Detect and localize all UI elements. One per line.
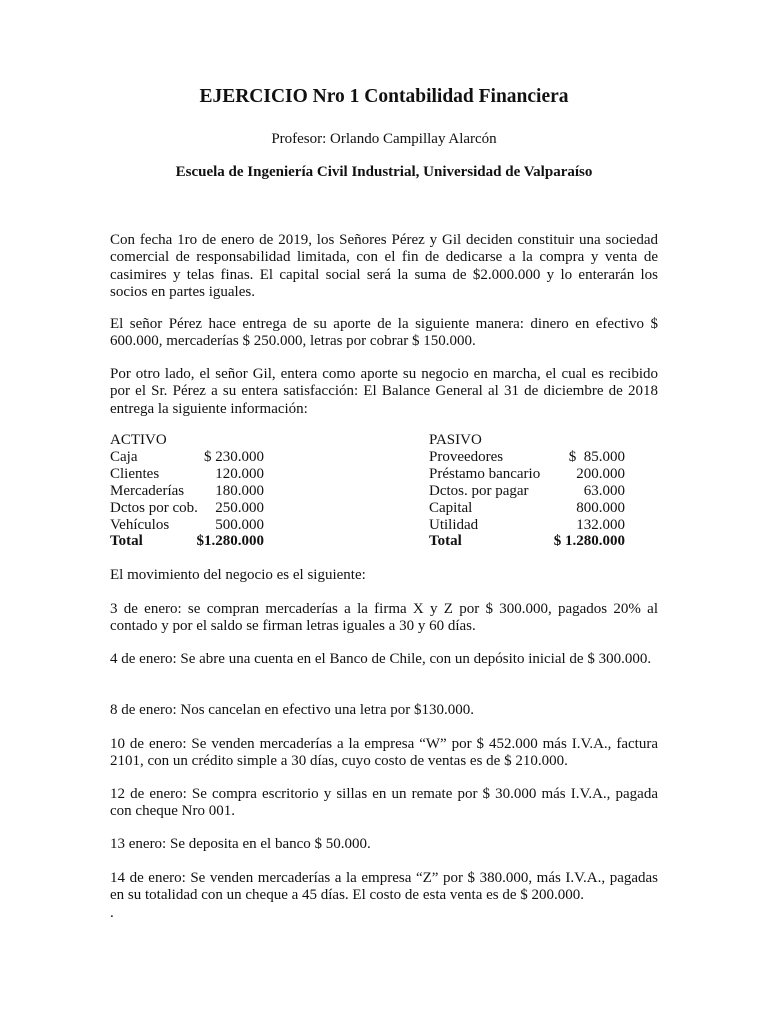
intro-paragraph-3: Por otro lado, el señor Gil, entera como aporte su negocio en marcha, el cual es recibido por el Sr. Pérez a su entera satisfacción: El Balance General al 31 de diciembre de 2018 entrega la siguiente información: bbox=[110, 366, 658, 417]
document-title: EJERCICIO Nro 1 Contabilidad Financiera bbox=[199, 86, 569, 107]
activo-header: ACTIVO bbox=[110, 432, 167, 448]
activo-label: Vehículos bbox=[110, 516, 170, 533]
pasivo-row bbox=[429, 500, 625, 517]
activo-value: 500.000 bbox=[215, 516, 264, 533]
movement-jan-14: 14 de enero: Se venden mercaderías a la empresa “Z” por $ 380.000, más I.V.A., pagadas en su totalidad con un cheque a 45 días. El costo de esta venta es de $ 200.000. bbox=[110, 870, 658, 904]
pasivo-label: Dctos. por pagar bbox=[429, 482, 529, 499]
pasivo-value: $ 85.000 bbox=[568, 448, 625, 465]
pasivo-row bbox=[429, 483, 625, 500]
pasivo-label: Capital bbox=[429, 499, 473, 516]
activo-row bbox=[110, 500, 264, 517]
intro-paragraph-2: El señor Pérez hace entrega de su aporte de la siguiente manera: dinero en efectivo $ 600.000, mercaderías $ 250.000, letras por cobrar $ 150.000. bbox=[110, 316, 658, 350]
activo-row bbox=[110, 449, 264, 466]
activo-value: $ 230.000 bbox=[204, 448, 264, 465]
activo-value: 120.000 bbox=[215, 465, 264, 482]
activo-row bbox=[110, 517, 264, 534]
movement-jan-12: 12 de enero: Se compra escritorio y sillas en un remate por $ 30.000 más I.V.A., pagada con cheque Nro 001. bbox=[110, 786, 658, 820]
pasivo-total-value: $ 1.280.000 bbox=[553, 533, 625, 550]
movement-jan-4: 4 de enero: Se abre una cuenta en el Banco de Chile, con un depósito inicial de $ 300.000. bbox=[110, 651, 652, 667]
movement-jan-8: 8 de enero: Nos cancelan en efectivo una letra por $130.000. bbox=[110, 702, 475, 718]
activo-row bbox=[110, 483, 264, 500]
activo-row bbox=[110, 466, 264, 483]
pasivo-value: 200.000 bbox=[576, 465, 625, 482]
activo-label: Clientes bbox=[110, 465, 160, 482]
pasivo-label: Préstamo bancario bbox=[429, 465, 541, 482]
activo-total-label: Total bbox=[110, 533, 143, 550]
trailing-mark: . bbox=[110, 905, 114, 921]
pasivo-value: 800.000 bbox=[576, 499, 625, 516]
pasivo-row bbox=[429, 466, 625, 483]
activo-label: Dctos por cob. bbox=[110, 499, 198, 516]
school-line: Escuela de Ingeniería Civil Industrial, Universidad de Valparaíso bbox=[175, 164, 593, 180]
pasivo-header: PASIVO bbox=[429, 432, 482, 448]
balance-activo bbox=[110, 432, 264, 550]
movement-jan-10: 10 de enero: Se venden mercaderías a la empresa “W” por $ 452.000 más I.V.A., factura 2101, con un crédito simple a 30 días, cuyo costo de ventas es de $ 210.000. bbox=[110, 736, 658, 770]
activo-label: Mercaderías bbox=[110, 482, 185, 499]
pasivo-value: 63.000 bbox=[583, 482, 625, 499]
pasivo-label: Utilidad bbox=[429, 516, 479, 533]
activo-value: 250.000 bbox=[215, 499, 264, 516]
activo-value: 180.000 bbox=[215, 482, 264, 499]
activo-total-value: $1.280.000 bbox=[196, 533, 264, 550]
pasivo-label: Proveedores bbox=[429, 448, 504, 465]
pasivo-row bbox=[429, 517, 625, 534]
movements-intro: El movimiento del negocio es el siguiente: bbox=[110, 567, 366, 583]
movement-jan-13: 13 enero: Se deposita en el banco $ 50.000. bbox=[110, 836, 371, 852]
intro-paragraph-1: Con fecha 1ro de enero de 2019, los Señores Pérez y Gil deciden constituir una sociedad comercial de responsabilidad limitada, con el fin de dedicarse a la compra y venta de casimires y telas finas. El capital social será la suma de $2.000.000 y lo enterarán los socios en partes iguales. bbox=[110, 232, 658, 300]
balance-pasivo bbox=[429, 432, 625, 550]
pasivo-row bbox=[429, 449, 625, 466]
professor-line: Profesor: Orlando Campillay Alarcón bbox=[271, 131, 497, 147]
pasivo-total-row bbox=[429, 533, 625, 550]
movement-jan-3: 3 de enero: se compran mercaderías a la firma X y Z por $ 300.000, pagados 20% al contado y por el saldo se firman letras iguales a 30 y 60 días. bbox=[110, 601, 658, 635]
pasivo-total-label: Total bbox=[429, 533, 462, 550]
pasivo-value: 132.000 bbox=[576, 516, 625, 533]
activo-label: Caja bbox=[110, 448, 138, 465]
activo-total-row bbox=[110, 533, 264, 550]
